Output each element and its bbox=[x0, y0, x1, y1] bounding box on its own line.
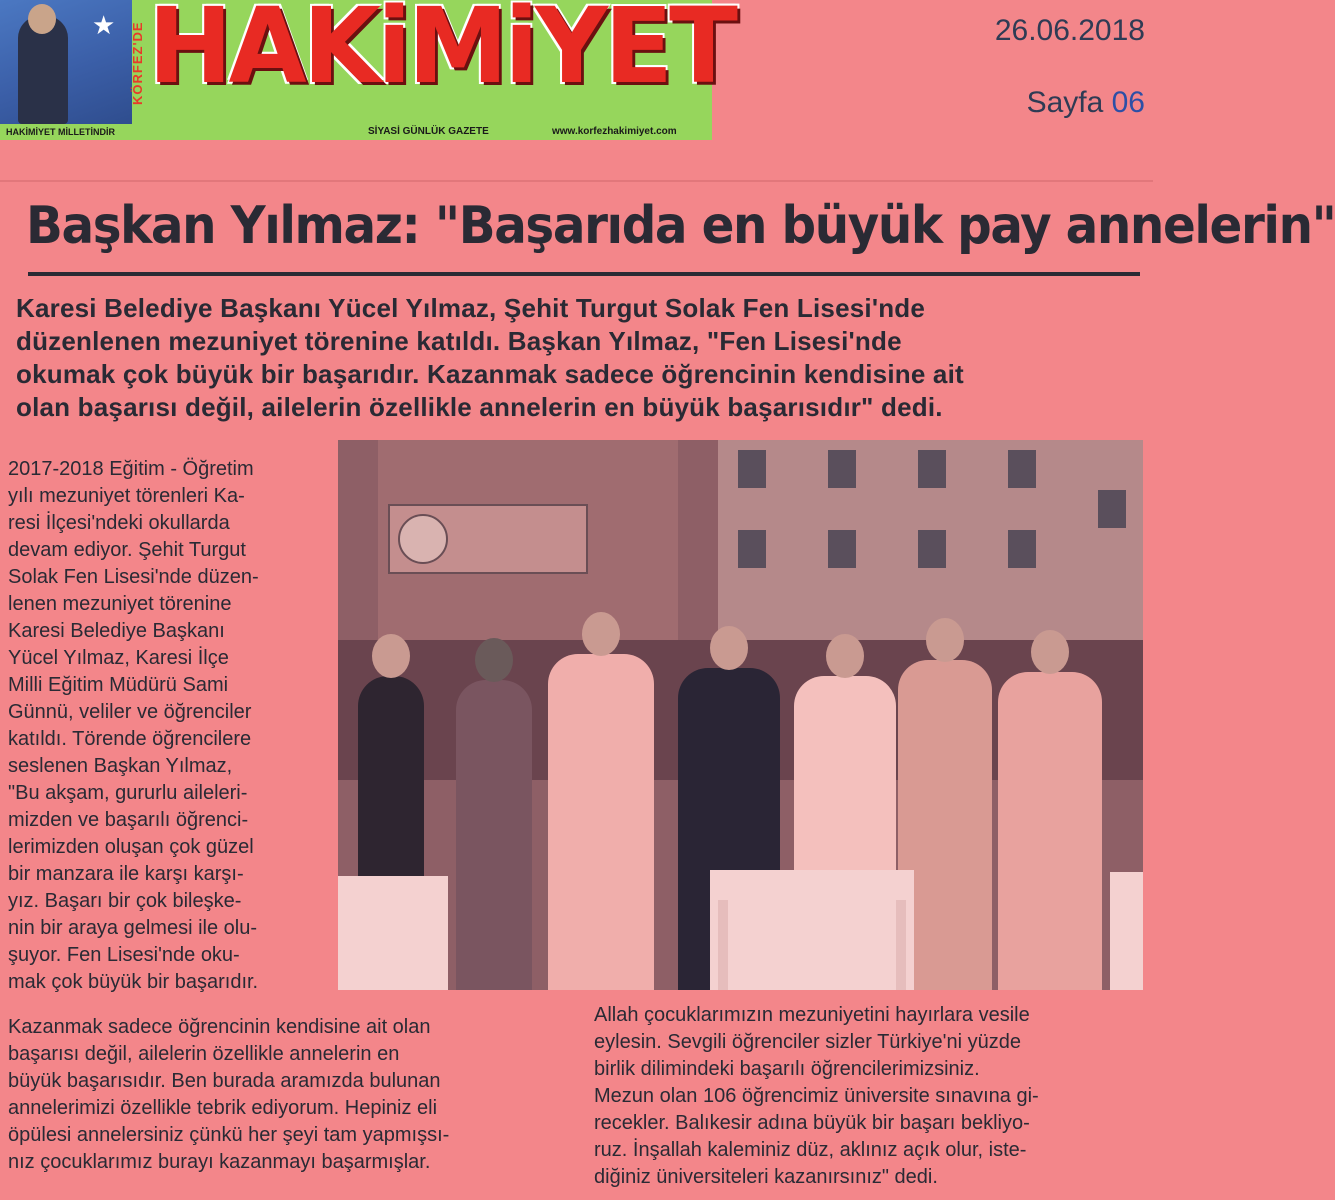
body-line: 2017-2018 Eğitim - Öğretim bbox=[8, 458, 254, 480]
body-line: şuyor. Fen Lisesi'nde oku- bbox=[8, 944, 240, 966]
newspaper-logo: HAKiMiYET bbox=[148, 0, 735, 107]
photo-table-left bbox=[338, 876, 448, 990]
body-line: Günnü, veliler ve öğrenciler bbox=[8, 701, 252, 723]
headline-underline bbox=[28, 272, 1140, 276]
masthead-subtitle: SİYASİ GÜNLÜK GAZETE bbox=[368, 126, 489, 137]
photo-window bbox=[738, 450, 766, 488]
body-line: yız. Başarı bir çok bileşke- bbox=[8, 890, 242, 912]
lead-line: okumak çok büyük bir başarıdır. Kazanmak sadece öğrencinin kendisine ait bbox=[16, 359, 964, 389]
body-line: birlik dilimindeki başarılı öğrencilerimizsiniz. bbox=[594, 1058, 980, 1080]
photo-window bbox=[1008, 450, 1036, 488]
article-photo bbox=[338, 440, 1143, 990]
masthead-url: www.korfezhakimiyet.com bbox=[552, 126, 677, 137]
body-line: nin bir araya gelmesi ile olu- bbox=[8, 917, 258, 939]
article-body-bottom-left bbox=[8, 1014, 588, 1176]
body-line: seslenen Başkan Yılmaz, bbox=[8, 755, 233, 777]
body-line: ruz. İnşallah kaleminiz düz, aklınız açık olur, iste- bbox=[594, 1139, 1027, 1161]
page-number: 06 bbox=[1111, 86, 1145, 119]
body-line: resi İlçesi'ndeki okullarda bbox=[8, 512, 230, 534]
lead-line: Karesi Belediye Başkanı Yücel Yılmaz, Şehit Turgut Solak Fen Lisesi'nde bbox=[16, 293, 926, 323]
masthead-motto: HAKİMİYET MİLLETİNDİR bbox=[6, 127, 115, 137]
photo-table-right bbox=[1110, 872, 1143, 990]
person-head bbox=[926, 618, 964, 662]
article-headline: Başkan Yılmaz: "Başarıda en büyük pay annelerin" bbox=[26, 196, 1335, 256]
body-line: Mezun olan 106 öğrencimiz üniversite sınavına gi- bbox=[594, 1085, 1039, 1107]
photo-window bbox=[828, 530, 856, 568]
photo-table-center bbox=[710, 870, 914, 990]
body-line: mizden ve başarılı öğrenci- bbox=[8, 809, 249, 831]
body-line: Yücel Yılmaz, Karesi İlçe bbox=[8, 647, 229, 669]
body-line: eylesin. Sevgili öğrenciler sizler Türkiye'ni yüzde bbox=[594, 1031, 1021, 1053]
masthead-portrait-image bbox=[0, 0, 132, 124]
body-line: başarısı değil, ailelerin özellikle annelerin en bbox=[8, 1043, 400, 1065]
body-line: Solak Fen Lisesi'nde düzen- bbox=[8, 566, 259, 588]
person-head bbox=[710, 626, 748, 670]
person-head bbox=[475, 638, 513, 682]
body-line: devam ediyor. Şehit Turgut bbox=[8, 539, 246, 561]
lead-line: düzenlenen mezuniyet törenine katıldı. Başkan Yılmaz, "Fen Lisesi'nde bbox=[16, 326, 902, 356]
photo-person bbox=[548, 654, 654, 990]
photo-window bbox=[918, 530, 946, 568]
body-line: Kazanmak sadece öğrencinin kendisine ait olan bbox=[8, 1016, 431, 1038]
masthead-bar bbox=[0, 124, 712, 140]
body-line: nız çocuklarımız burayı kazanmayı başarmışlar. bbox=[8, 1151, 431, 1173]
lead-line: olan başarısı değil, ailelerin özellikle annelerin en büyük başarısıdır" dedi. bbox=[16, 392, 943, 422]
flag-star-icon: ★ bbox=[92, 10, 116, 40]
person-head bbox=[1031, 630, 1069, 674]
person-head bbox=[826, 634, 864, 678]
page-label-text: Sayfa bbox=[1026, 86, 1104, 119]
body-line: öpülesi annelersiniz çünkü her şeyi tam yapmışsı- bbox=[8, 1124, 450, 1146]
body-line: mak çok büyük bir başarıdır. bbox=[8, 971, 259, 993]
masthead-side-text: KÖRFEZ'DE bbox=[130, 21, 145, 105]
photo-window bbox=[738, 530, 766, 568]
photo-person bbox=[456, 680, 532, 990]
body-line: annelerimizi özellikle tebrik ediyorum. Hepiniz eli bbox=[8, 1097, 438, 1119]
body-line: Milli Eğitim Müdürü Sami bbox=[8, 674, 229, 696]
body-line: Karesi Belediye Başkanı bbox=[8, 620, 225, 642]
table-leg bbox=[718, 900, 728, 990]
body-line: recekler. Balıkesir adına büyük bir başarı bekliyo- bbox=[594, 1112, 1030, 1134]
newspaper-masthead bbox=[0, 0, 735, 140]
portrait-head bbox=[28, 4, 56, 34]
clipping-edge bbox=[0, 180, 1153, 182]
body-line: Allah çocuklarımızın mezuniyetini hayırlara vesile bbox=[594, 1004, 1030, 1026]
photo-window bbox=[1008, 530, 1036, 568]
body-line: yılı mezuniyet törenleri Ka- bbox=[8, 485, 245, 507]
publication-date: 26.06.2018 bbox=[994, 14, 1145, 47]
body-line: lerimizden oluşan çok güzel bbox=[8, 836, 254, 858]
body-line: diğiniz üniversiteleri kazanırsınız" dedi. bbox=[594, 1166, 938, 1188]
body-line: büyük başarısıdır. Ben burada aramızda bulunan bbox=[8, 1070, 441, 1092]
school-emblem bbox=[398, 514, 448, 564]
photo-window bbox=[918, 450, 946, 488]
body-line: bir manzara ile karşı karşı- bbox=[8, 863, 244, 885]
article-body-bottom-right bbox=[594, 1002, 1150, 1191]
person-head bbox=[582, 612, 620, 656]
body-line: lenen mezuniyet törenine bbox=[8, 593, 232, 615]
table-leg bbox=[896, 900, 906, 990]
page-indicator bbox=[1027, 86, 1145, 120]
school-sign bbox=[388, 504, 588, 574]
article-body-left-column bbox=[8, 456, 328, 996]
article-lead bbox=[16, 292, 1151, 424]
photo-window bbox=[1098, 490, 1126, 528]
photo-person bbox=[998, 672, 1102, 990]
person-head bbox=[372, 634, 410, 678]
body-line: katıldı. Törende öğrencilere bbox=[8, 728, 252, 750]
photo-window bbox=[828, 450, 856, 488]
body-line: "Bu akşam, gururlu aileleri- bbox=[8, 782, 248, 804]
